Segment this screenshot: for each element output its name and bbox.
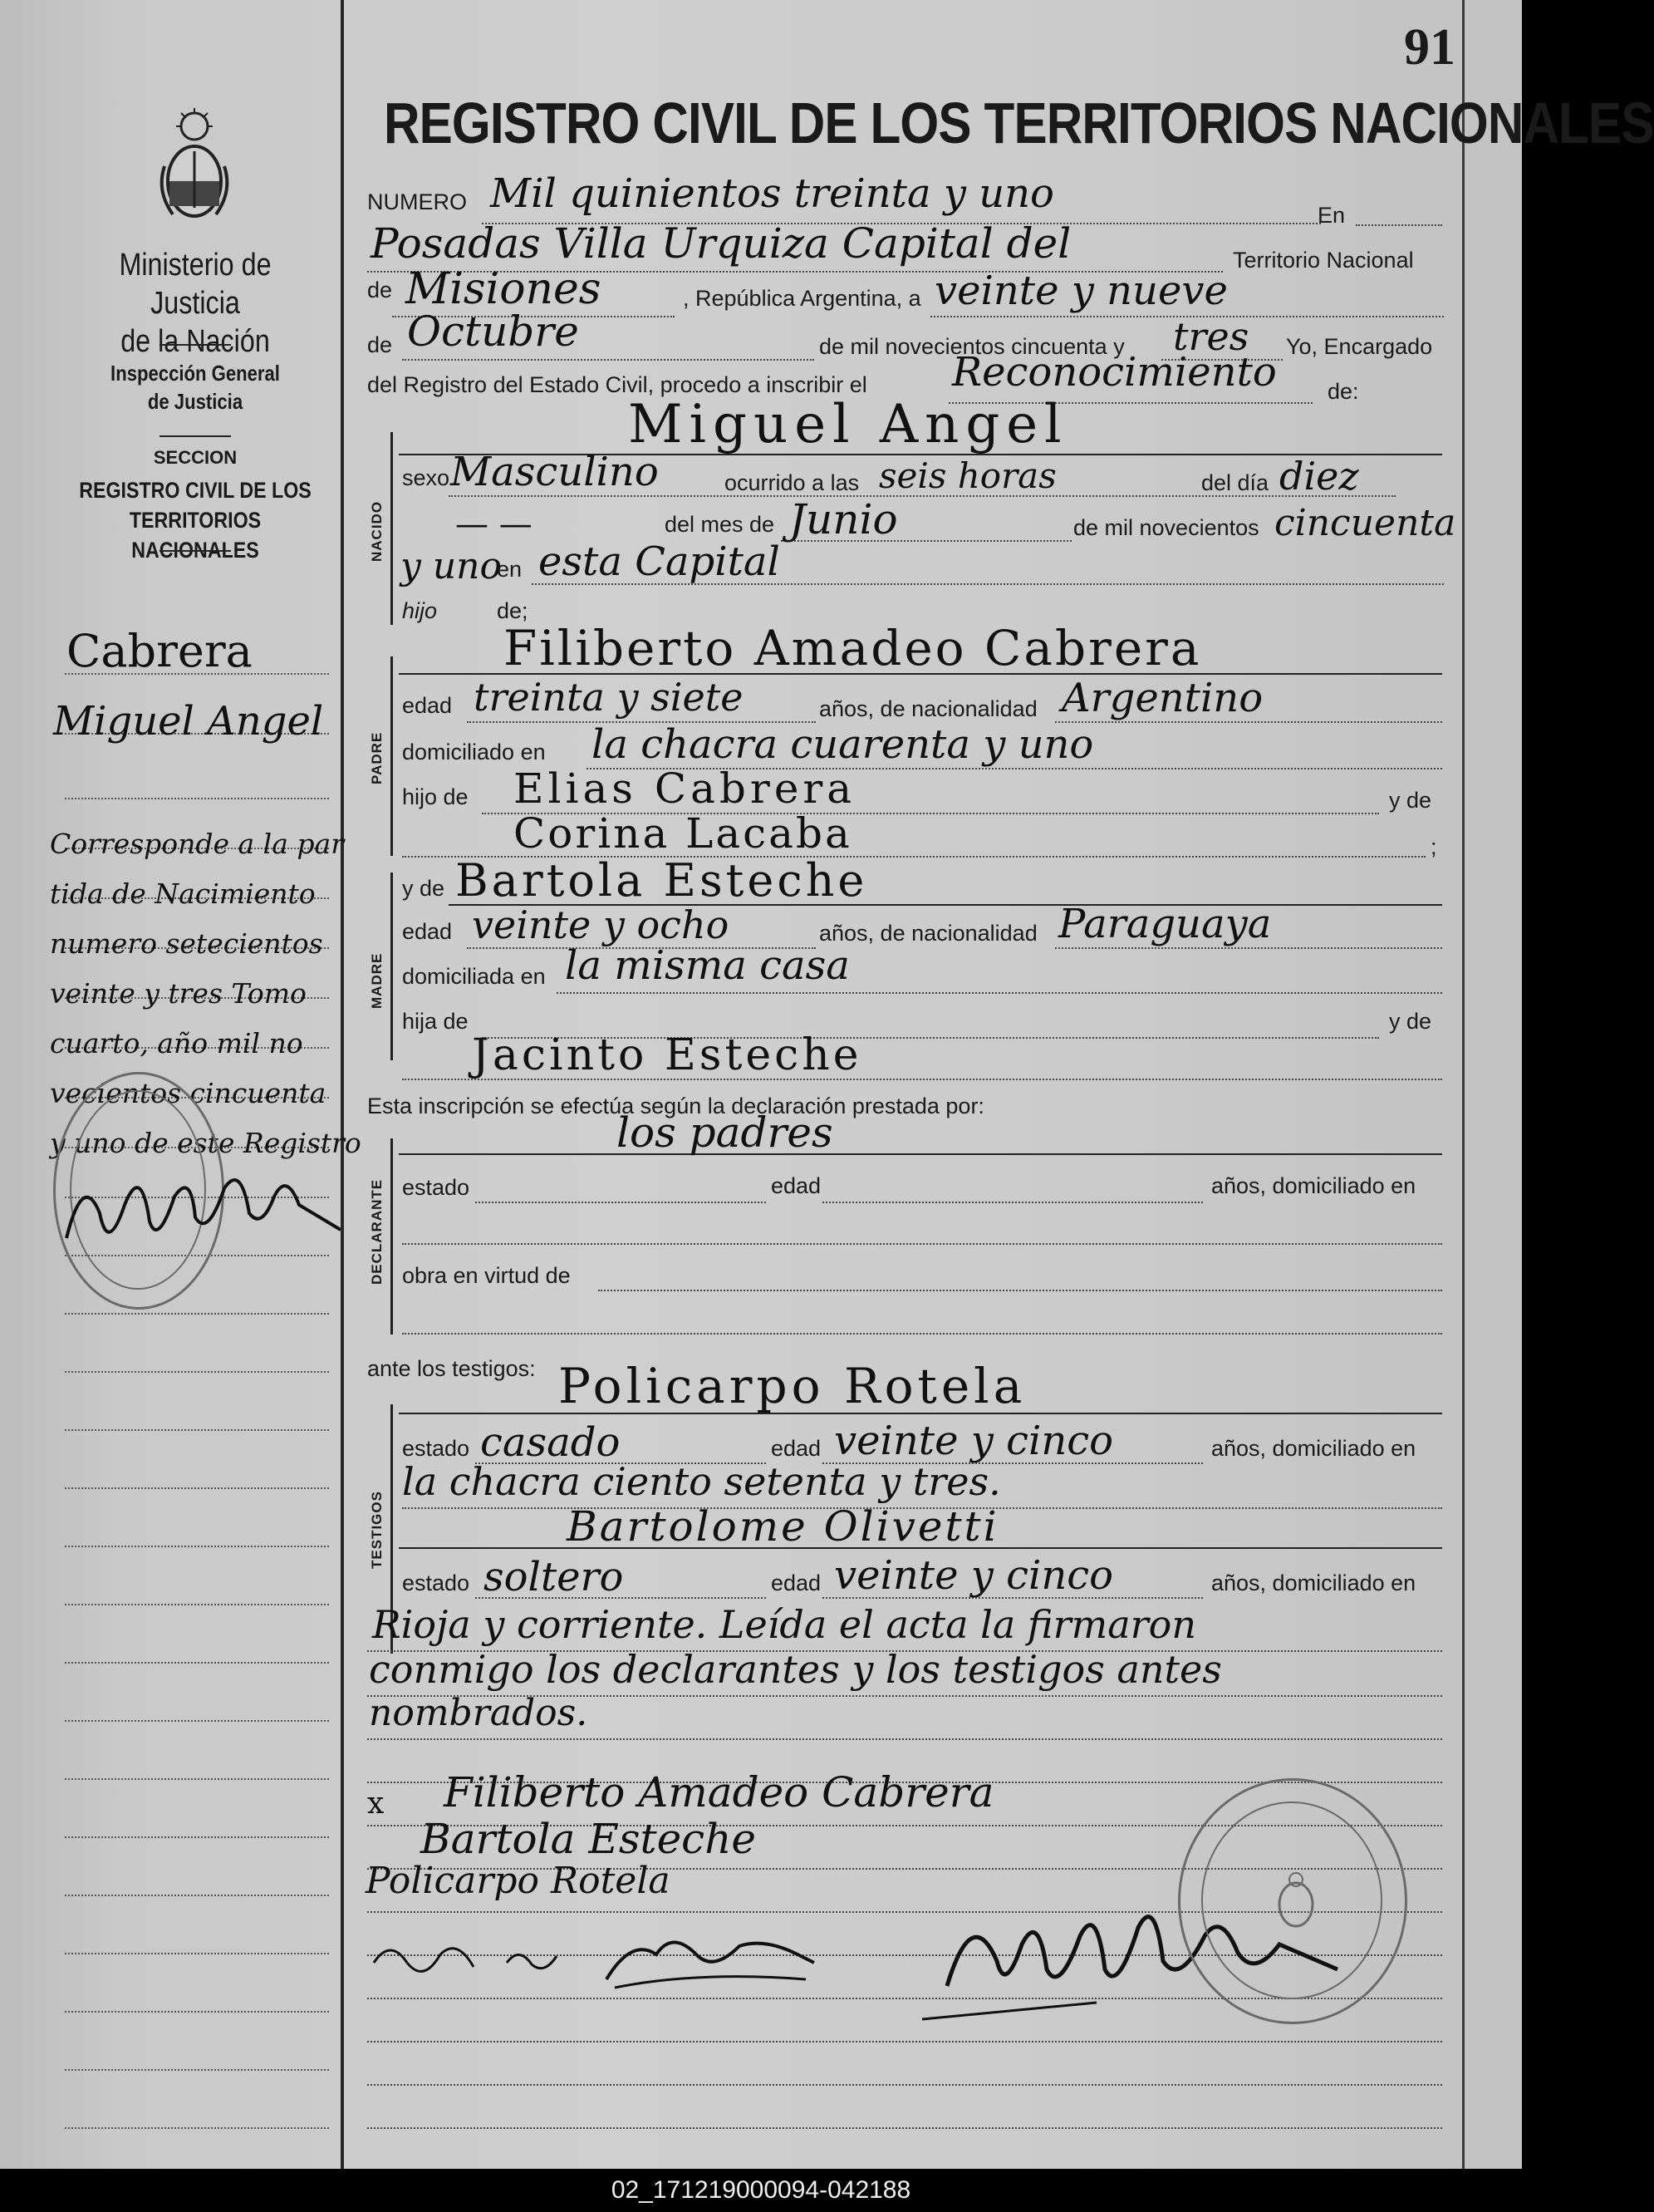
padre-nac-value: Argentino [1062,675,1264,721]
field-line [367,1738,1442,1740]
field-line [1055,721,1442,723]
hijo-de-label: de; [497,598,528,623]
witness2-name: Bartolome Olivetti [567,1502,999,1551]
madre-dom-label: domiciliada en [402,964,546,989]
dash-mark: — — [455,505,533,543]
declarante-bracket [390,1138,396,1335]
w2-anios-label: años, domiciliado en [1211,1571,1416,1595]
hour-value: seis horas [879,455,1057,496]
page-title: REGISTRO CIVIL DE LOS TERRITORIOS NACIONALES [384,91,1654,155]
place-value: Posadas Villa Urquiza Capital del [371,219,1072,268]
margin-line [65,1487,329,1489]
margin-names: Miguel Angel [53,698,324,745]
margin-line [65,1778,329,1780]
closing-line-2: conmigo los declarantes y los testigos antes [369,1647,1222,1692]
signature-witness2 [366,1905,831,2004]
padre-edad-label: edad [402,693,453,718]
madre-name: Bartola Esteche [455,854,868,907]
declarante-intro-label: Esta inscripción se efectúa según la declaración prestada por: [367,1094,984,1118]
inspection-line-1: Inspección General [110,361,280,386]
margin-line [65,798,329,799]
w2-dom-value: Rioja y corriente. Leída el acta la firmaron [372,1602,1196,1647]
testigos-side-label: TESTIGOS [369,1491,385,1569]
de3-label: de: [1328,379,1359,404]
margin-line [65,2127,329,2129]
margin-note-line: veinte y tres Tomo [50,977,307,1010]
signature-father: Filiberto Amadeo Cabrera [444,1768,994,1816]
field-line [557,992,1442,994]
margin-note-line: numero setecientos [50,927,323,960]
madre-side-label: MADRE [369,952,385,1009]
margin-note-line: y uno de este Registro [50,1127,361,1159]
field-line [822,1202,1203,1203]
territory-value: Misiones [405,264,601,314]
closing-line-3: nombrados. [369,1692,588,1734]
inspection-line-2: de Justicia [147,389,243,414]
madre-yde-label: y de [402,876,445,901]
signature-x: x [367,1787,385,1821]
margin-note-line: Corresponde a la par [50,828,344,860]
madre-bracket [390,873,396,1060]
padre-name: Filiberto Amadeo Cabrera [503,620,1202,676]
declarante-intro-value: los padres [616,1108,833,1157]
field-line [367,2084,1442,2086]
nacido-en-label: en [497,557,523,582]
madre-dom-value: la misma casa [565,942,850,989]
encargado-label: Yo, Encargado [1286,334,1433,359]
madre-father-value: Jacinto Esteche [472,1030,862,1080]
declarante-obra-label: obra en virtud de [402,1263,571,1288]
padre-dom-label: domiciliado en [402,740,546,764]
w2-edad-label: edad [771,1571,822,1595]
document-id-bar: 02_171219000094-042188 [0,2169,1522,2212]
margin-surname: Cabrera [66,625,253,677]
margin-line [65,1546,329,1547]
dia-value: diez [1279,454,1359,499]
hijo-label: hijo [402,598,438,623]
ocurrido-label: ocurrido a las [724,470,860,495]
mil-label: de mil novecientos [1073,515,1259,540]
padre-nac-label: años, de nacionalidad [819,696,1038,721]
section-label: SECCION [153,447,238,468]
margin-note-line: vecientos cincuenta [50,1077,326,1109]
field-line [1356,224,1442,226]
sexo-label: sexo [402,465,450,490]
margin-line [65,1720,329,1722]
sexo-value: Masculino [450,449,659,495]
w1-edad-label: edad [771,1436,822,1461]
republica-label: , República Argentina, a [683,286,921,311]
declarante-anios-label: años, domiciliado en [1211,1173,1416,1198]
de2-label: de [367,332,393,357]
margin-line [65,1313,329,1315]
margin-line [65,2069,329,2071]
de-label: de [367,278,393,302]
padre-hijo-label: hijo de [402,784,469,809]
w1-anios-label: años, domiciliado en [1211,1436,1416,1461]
w1-dom-value: la chacra ciento setenta y tres. [402,1459,1001,1504]
declarante-side-label: DECLARANTE [369,1178,385,1285]
anio-value: cincuenta [1274,502,1456,544]
field-line [402,359,814,361]
madre-hija-label: hija de [402,1009,469,1034]
rule [160,435,231,437]
mes-value: Junio [789,495,898,543]
w1-estado-label: estado [402,1436,470,1461]
anio-cont: y uno [400,545,503,587]
padre-dom-value: la chacra cuarenta y uno [591,721,1094,768]
w2-estado-value: soltero [483,1554,624,1600]
margin-line [65,1429,329,1431]
field-line [1055,947,1442,949]
declarante-estado-label: estado [402,1175,470,1200]
padre-father-value: Elias Cabrera [513,764,856,813]
day-value: veinte y nueve [935,268,1228,314]
madre-nac-label: años, de nacionalidad [819,921,1038,946]
witness1-name: Policarpo Rotela [558,1358,1027,1414]
name-line [399,1153,1442,1155]
field-line [367,2127,1442,2129]
coat-of-arms-icon [156,108,233,224]
registrar-signature-margin [50,1138,349,1271]
ministry-line-2: de la Nación [120,324,270,359]
margin-line [65,1604,329,1605]
margin-line [65,2011,329,2013]
registry-line-1: REGISTRO CIVIL DE LOS [79,478,312,503]
w1-edad-value: veinte y cinco [834,1418,1114,1464]
padre-mother-value: Corina Lacaba [513,809,852,858]
territorio-label: Territorio Nacional [1233,248,1414,273]
declarante-edad-label: edad [771,1173,822,1198]
numero-label: NUMERO [367,189,467,214]
padre-yde-label: y de [1389,788,1432,813]
nacido-side-label: NACIDO [369,500,385,562]
signature-mother: Bartola Esteche [420,1815,756,1863]
year-value: tres [1173,314,1249,359]
w2-edad-value: veinte y cinco [834,1552,1114,1599]
padre-bracket [390,656,396,856]
page-number: 91 [1404,19,1455,76]
stamp-emblem-icon [1263,1870,1329,1936]
act-value: Reconocimiento [952,349,1277,396]
semicolon: ; [1431,834,1437,859]
margin-line [65,1836,329,1838]
margin-line [65,1895,329,1896]
madre-yde2-label: y de [1389,1009,1432,1034]
margin-line [65,1953,329,1954]
margin-line [65,1662,329,1664]
registry-line-2: TERRITORIOS NACIONALES [129,508,262,563]
madre-edad-label: edad [402,919,453,944]
madre-nac-value: Paraguaya [1058,901,1272,947]
testigos-intro-label: ante los testigos: [367,1356,536,1381]
margin-note-line: cuarto, año mil no [50,1027,303,1059]
binding-edge [1462,0,1465,2169]
signature-witness1: Policarpo Rotela [366,1860,670,1902]
field-line [402,1333,1442,1335]
month-value: Octubre [407,307,579,356]
margin-note-line: tida de Nacimiento [50,877,316,910]
inspection-heading [79,359,312,415]
w1-estado-value: casado [480,1419,621,1466]
ministry-line-1: Ministerio de Justicia [119,248,272,321]
mes-label: del mes de [665,512,775,537]
dia-label: del día [1201,470,1269,495]
padre-side-label: PADRE [369,731,385,784]
rule [160,550,231,552]
field-line [598,1290,1442,1291]
rule [160,344,231,346]
margin-line [65,1371,329,1373]
padre-edad-value: treinta y siete [474,675,744,720]
nacido-bracket [390,432,396,625]
child-name: Miguel Angel [628,394,1068,455]
year-label: de mil novecientos cincuenta y [819,334,1125,359]
field-line [475,1202,766,1203]
w2-estado-label: estado [402,1571,470,1595]
registro-label: del Registro del Estado Civil, procedo a inscribir el [367,372,867,397]
numero-value: Mil quinientos treinta y uno [490,170,1054,217]
field-line [402,1243,1442,1245]
en-label: En [1318,203,1346,228]
madre-edad-value: veinte y ocho [472,902,729,947]
lugar-value: esta Capital [538,538,780,585]
